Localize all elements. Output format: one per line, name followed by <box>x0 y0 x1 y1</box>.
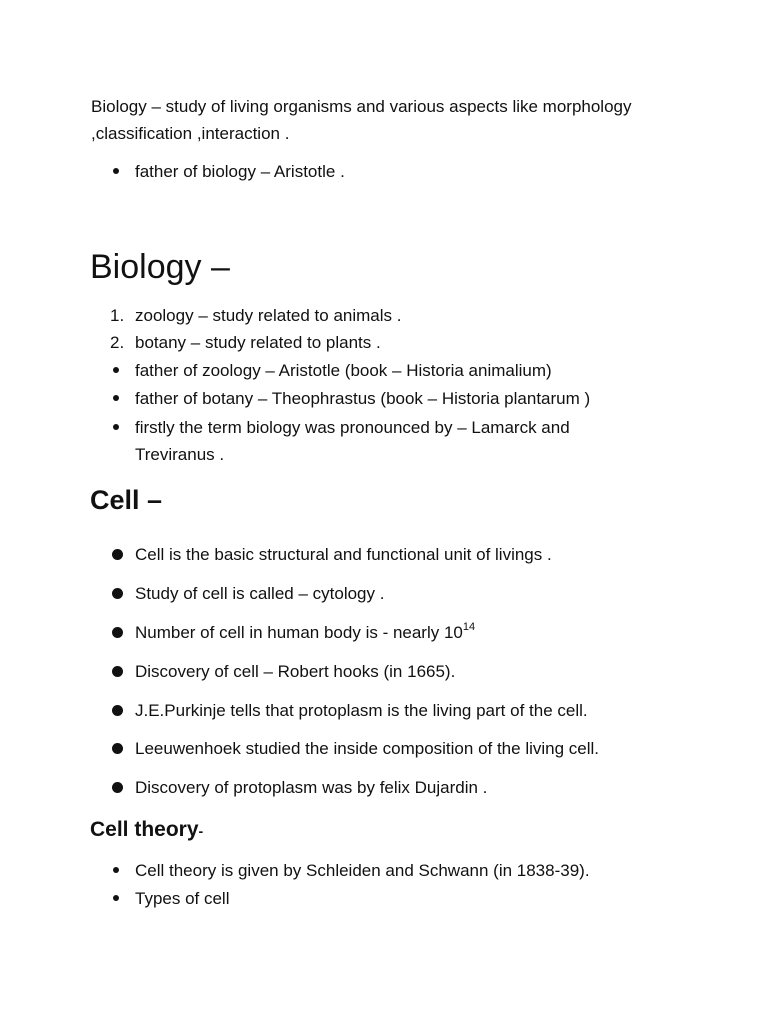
list-item-text: father of botany – Theophrastus (book – Historia plantarum ) <box>135 389 591 408</box>
list-item <box>135 414 635 468</box>
list-number: 2. <box>110 333 125 352</box>
list-number: 1. <box>110 306 125 325</box>
biology-heading: Biology – <box>90 248 230 286</box>
bullet-icon <box>113 895 119 901</box>
list-item <box>135 735 695 762</box>
list-item <box>135 357 695 384</box>
list-item-text: zoology – study related to animals . <box>135 306 402 325</box>
list-item-text: Discovery of protoplasm was by felix Dujardin . <box>135 778 488 797</box>
list-item <box>135 885 695 912</box>
list-item-text: Leeuwenhoek studied the inside composition of the living cell. <box>135 739 600 758</box>
bullet-icon <box>112 782 123 793</box>
list-item <box>135 697 695 724</box>
bullet-icon <box>112 743 123 754</box>
bullet-icon <box>113 424 119 430</box>
bullet-icon <box>113 168 119 174</box>
list-item <box>135 658 695 685</box>
list-item-text: firstly the term biology was pronounced by – Lamarck and Treviranus . <box>135 418 570 464</box>
list-item-text: Discovery of cell – Robert hooks (in 1665). <box>135 662 456 681</box>
list-item <box>135 619 695 646</box>
exponent: 14 <box>462 621 476 633</box>
bullet-icon <box>112 588 123 599</box>
list-item <box>135 774 695 801</box>
list-item <box>110 329 695 356</box>
cell-theory-heading-text: Cell theory <box>90 818 199 841</box>
bullet-icon <box>112 666 123 677</box>
list-item <box>110 302 695 329</box>
list-item <box>135 857 695 884</box>
bullet-icon <box>113 395 119 401</box>
cell-theory-heading-suffix: - <box>198 823 204 839</box>
intro-paragraph: Biology – study of living organisms and various aspects like morphology ,classification ,interaction . <box>91 97 632 143</box>
list-item <box>135 541 695 568</box>
cell-heading: Cell – <box>90 485 163 515</box>
bullet-icon <box>112 705 123 716</box>
list-item-text: father of zoology – Aristotle (book – Historia animalium) <box>135 361 552 380</box>
bullet-icon <box>113 867 119 873</box>
bullet-icon <box>113 367 119 373</box>
list-item-text: Cell theory is given by Schleiden and Schwann (in 1838-39). <box>135 861 590 880</box>
list-item-text: botany – study related to plants . <box>135 333 381 352</box>
list-item-text: Number of cell in human body is - nearly 10 <box>135 623 463 642</box>
list-item-text: Study of cell is called – cytology . <box>135 584 385 603</box>
list-item-text: J.E.Purkinje tells that protoplasm is the living part of the cell. <box>135 701 588 720</box>
cell-theory-heading <box>90 817 203 844</box>
list-item <box>135 385 695 412</box>
list-item-text: Cell is the basic structural and functional unit of livings . <box>135 545 552 564</box>
list-item <box>135 158 695 185</box>
bullet-icon <box>112 549 123 560</box>
list-item <box>135 580 695 607</box>
list-item-text: Types of cell <box>135 889 230 908</box>
bullet-icon <box>112 627 123 638</box>
list-item-text: father of biology – Aristotle . <box>135 162 345 181</box>
